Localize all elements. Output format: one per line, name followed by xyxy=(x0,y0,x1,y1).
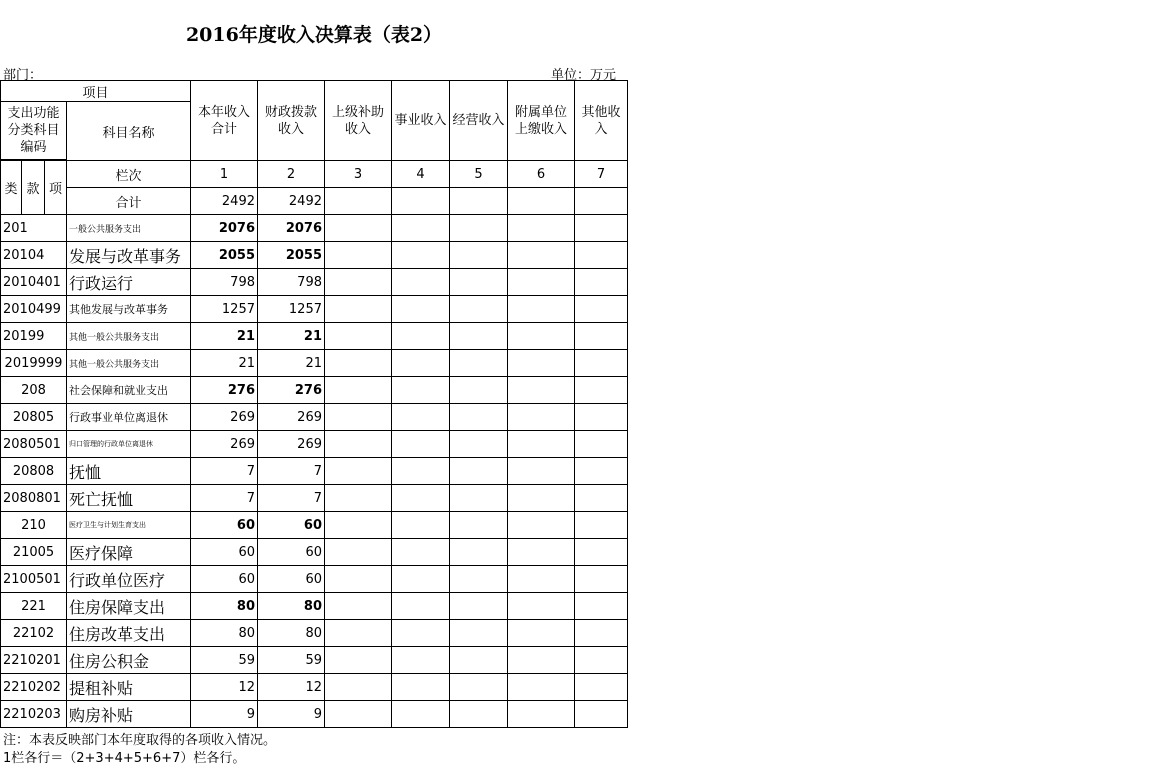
row-c1: 80 xyxy=(191,620,258,647)
col-number-5: 5 xyxy=(450,161,508,188)
row-c1: 2055 xyxy=(191,242,258,269)
empty-cell xyxy=(392,593,450,620)
row-c1: 269 xyxy=(191,431,258,458)
row-code: 2080501 xyxy=(1,431,67,458)
row-c2: 7 xyxy=(258,485,325,512)
empty-cell xyxy=(450,215,508,242)
row-c1: 60 xyxy=(191,539,258,566)
empty-cell xyxy=(450,674,508,701)
empty-cell xyxy=(575,296,628,323)
row-c1: 269 xyxy=(191,404,258,431)
empty-cell xyxy=(392,269,450,296)
row-c1: 7 xyxy=(191,485,258,512)
row-c2: 21 xyxy=(258,323,325,350)
row-code: 208 xyxy=(1,377,67,404)
empty-cell xyxy=(325,647,392,674)
col-number-3: 3 xyxy=(325,161,392,188)
table-row xyxy=(1,485,628,512)
row-name: 医疗卫生与计划生育支出 xyxy=(67,512,191,539)
name-header: 科目名称 xyxy=(67,102,191,161)
row-code: 2210202 xyxy=(1,674,67,701)
empty-cell xyxy=(508,512,575,539)
col-header-7: 其他收入 xyxy=(575,81,628,161)
table-row xyxy=(1,431,628,458)
empty-cell xyxy=(392,512,450,539)
xiang-header: 项 xyxy=(45,161,67,215)
empty-cell xyxy=(575,215,628,242)
row-c1: 2076 xyxy=(191,215,258,242)
row-c2: 7 xyxy=(258,458,325,485)
note-line-1: 注：本表反映部门本年度取得的各项收入情况。 xyxy=(3,733,277,748)
empty-cell xyxy=(575,701,628,728)
col-header-6: 附属单位上缴收入 xyxy=(508,81,575,161)
empty-cell xyxy=(450,404,508,431)
empty-cell xyxy=(325,512,392,539)
row-name: 其他一般公共服务支出 xyxy=(67,323,191,350)
empty-cell xyxy=(575,674,628,701)
empty-cell xyxy=(508,404,575,431)
empty-cell xyxy=(508,485,575,512)
empty-cell xyxy=(325,215,392,242)
empty-cell xyxy=(508,431,575,458)
row-c1: 9 xyxy=(191,701,258,728)
income-table xyxy=(0,80,628,728)
empty-cell xyxy=(325,485,392,512)
table-row xyxy=(1,458,628,485)
table-row xyxy=(1,404,628,431)
empty-cell xyxy=(450,701,508,728)
empty-cell xyxy=(325,350,392,377)
col-header-3: 上级补助收入 xyxy=(325,81,392,161)
row-code: 20199 xyxy=(1,323,67,350)
col-number-2: 2 xyxy=(258,161,325,188)
row-c1: 60 xyxy=(191,566,258,593)
table-row xyxy=(1,701,628,728)
row-c1: 60 xyxy=(191,512,258,539)
empty-cell xyxy=(392,458,450,485)
table-row xyxy=(1,620,628,647)
empty-cell xyxy=(575,269,628,296)
empty-cell xyxy=(392,377,450,404)
row-c1: 1257 xyxy=(191,296,258,323)
empty-cell xyxy=(392,485,450,512)
row-name: 其他一般公共服务支出 xyxy=(67,350,191,377)
empty-cell xyxy=(575,566,628,593)
row-c2: 21 xyxy=(258,350,325,377)
row-c1: 21 xyxy=(191,350,258,377)
empty-cell xyxy=(392,296,450,323)
empty-cell xyxy=(392,674,450,701)
empty-cell xyxy=(508,539,575,566)
empty-cell xyxy=(508,296,575,323)
empty-cell xyxy=(392,539,450,566)
row-c1: 59 xyxy=(191,647,258,674)
col-header-1: 本年收入合计 xyxy=(191,81,258,161)
row-name: 行政运行 xyxy=(67,269,191,296)
empty-cell xyxy=(325,296,392,323)
row-code: 2210201 xyxy=(1,647,67,674)
table-row xyxy=(1,323,628,350)
item-header: 项目 xyxy=(1,81,191,102)
table-row xyxy=(1,215,628,242)
row-code: 2100501 xyxy=(1,566,67,593)
empty-cell xyxy=(325,269,392,296)
table-row xyxy=(1,377,628,404)
empty-cell xyxy=(508,269,575,296)
col-number-1: 1 xyxy=(191,161,258,188)
row-c2: 60 xyxy=(258,539,325,566)
row-code: 20104 xyxy=(1,242,67,269)
row-name: 抚恤 xyxy=(67,458,191,485)
empty-cell xyxy=(508,701,575,728)
row-c2: 2076 xyxy=(258,215,325,242)
empty-cell xyxy=(392,323,450,350)
empty-cell xyxy=(450,620,508,647)
empty-cell xyxy=(508,377,575,404)
table-row xyxy=(1,539,628,566)
empty-cell xyxy=(450,566,508,593)
row-c2: 80 xyxy=(258,593,325,620)
empty-cell xyxy=(575,431,628,458)
row-c2: 80 xyxy=(258,620,325,647)
empty-cell xyxy=(392,566,450,593)
lei-header: 类 xyxy=(1,161,22,215)
row-c2: 276 xyxy=(258,377,325,404)
empty-cell xyxy=(450,242,508,269)
empty-cell xyxy=(575,620,628,647)
empty-cell xyxy=(450,377,508,404)
empty-cell xyxy=(450,323,508,350)
table-row xyxy=(1,350,628,377)
empty-cell xyxy=(508,620,575,647)
table-row xyxy=(1,269,628,296)
empty-cell xyxy=(508,350,575,377)
empty-cell xyxy=(325,620,392,647)
row-code: 2010499 xyxy=(1,296,67,323)
row-code: 21005 xyxy=(1,539,67,566)
col-number-4: 4 xyxy=(392,161,450,188)
empty-cell xyxy=(508,215,575,242)
row-name: 一般公共服务支出 xyxy=(67,215,191,242)
row-code: 221 xyxy=(1,593,67,620)
table-body xyxy=(1,215,628,728)
empty-cell xyxy=(575,242,628,269)
row-c1: 80 xyxy=(191,593,258,620)
empty-cell xyxy=(450,296,508,323)
row-c2: 269 xyxy=(258,431,325,458)
empty-cell xyxy=(575,485,628,512)
row-c2: 269 xyxy=(258,404,325,431)
row-c2: 1257 xyxy=(258,296,325,323)
table-row xyxy=(1,242,628,269)
row-name: 归口管理的行政单位离退休 xyxy=(67,431,191,458)
empty-cell xyxy=(575,323,628,350)
row-code: 2010401 xyxy=(1,269,67,296)
empty-cell xyxy=(575,593,628,620)
department-label: 部门： xyxy=(3,68,43,83)
col-number-6: 6 xyxy=(508,161,575,188)
empty-cell xyxy=(392,647,450,674)
empty-cell xyxy=(450,458,508,485)
empty-cell xyxy=(508,566,575,593)
row-c1: 12 xyxy=(191,674,258,701)
row-name: 行政单位医疗 xyxy=(67,566,191,593)
empty-cell xyxy=(392,620,450,647)
empty-cell xyxy=(325,566,392,593)
empty-cell xyxy=(392,215,450,242)
row-c2: 9 xyxy=(258,701,325,728)
table-row xyxy=(1,593,628,620)
note-line-2: 1栏各行＝（2+3+4+5+6+7）栏各行。 xyxy=(3,751,246,766)
empty-cell xyxy=(450,431,508,458)
row-c1: 21 xyxy=(191,323,258,350)
empty-cell xyxy=(325,593,392,620)
table-row xyxy=(1,674,628,701)
row-code: 2080801 xyxy=(1,485,67,512)
row-name: 住房改革支出 xyxy=(67,620,191,647)
empty-cell xyxy=(575,350,628,377)
col-number-7: 7 xyxy=(575,161,628,188)
empty-cell xyxy=(392,242,450,269)
empty-cell xyxy=(450,593,508,620)
empty-cell xyxy=(325,377,392,404)
empty-cell xyxy=(450,269,508,296)
empty-cell xyxy=(575,647,628,674)
empty-cell xyxy=(508,458,575,485)
empty-cell xyxy=(508,647,575,674)
empty-cell xyxy=(392,350,450,377)
empty-cell xyxy=(325,539,392,566)
table-row xyxy=(1,512,628,539)
empty-cell xyxy=(450,485,508,512)
row-name: 社会保障和就业支出 xyxy=(67,377,191,404)
unit-label: 单位：万元 xyxy=(551,68,617,83)
row-code: 2019999 xyxy=(1,350,67,377)
empty-cell xyxy=(450,512,508,539)
total-c1: 2492 xyxy=(191,188,258,215)
empty-cell xyxy=(508,242,575,269)
row-c2: 60 xyxy=(258,566,325,593)
row-name: 发展与改革事务 xyxy=(67,242,191,269)
row-c2: 12 xyxy=(258,674,325,701)
empty-cell xyxy=(392,404,450,431)
row-c2: 798 xyxy=(258,269,325,296)
row-code: 20808 xyxy=(1,458,67,485)
empty-cell xyxy=(325,701,392,728)
col-header-5: 经营收入 xyxy=(450,81,508,161)
row-name: 住房保障支出 xyxy=(67,593,191,620)
empty-cell xyxy=(325,458,392,485)
row-c2: 59 xyxy=(258,647,325,674)
table-row xyxy=(1,647,628,674)
row-name: 住房公积金 xyxy=(67,647,191,674)
total-c2: 2492 xyxy=(258,188,325,215)
empty-cell xyxy=(325,242,392,269)
row-name: 行政事业单位离退休 xyxy=(67,404,191,431)
empty-cell xyxy=(392,701,450,728)
row-code: 201 xyxy=(1,215,67,242)
empty-cell xyxy=(450,647,508,674)
empty-cell xyxy=(450,350,508,377)
row-c1: 276 xyxy=(191,377,258,404)
empty-cell xyxy=(575,512,628,539)
row-c1: 7 xyxy=(191,458,258,485)
table-row xyxy=(1,296,628,323)
empty-cell xyxy=(450,539,508,566)
row-code: 2210203 xyxy=(1,701,67,728)
empty-cell xyxy=(325,323,392,350)
code-header: 支出功能分类科目编码 xyxy=(1,102,67,160)
empty-cell xyxy=(575,377,628,404)
row-name: 医疗保障 xyxy=(67,539,191,566)
page-title: 2016年度收入决算表（表2） xyxy=(185,24,443,46)
row-c1: 798 xyxy=(191,269,258,296)
row-c2: 2055 xyxy=(258,242,325,269)
col-header-2: 财政拨款收入 xyxy=(258,81,325,161)
empty-cell xyxy=(575,539,628,566)
row-code: 210 xyxy=(1,512,67,539)
empty-cell xyxy=(508,593,575,620)
empty-cell xyxy=(575,458,628,485)
kuan-header: 款 xyxy=(22,161,45,215)
row-c2: 60 xyxy=(258,512,325,539)
col-header-4: 事业收入 xyxy=(392,81,450,161)
empty-cell xyxy=(325,674,392,701)
empty-cell xyxy=(508,674,575,701)
empty-cell xyxy=(508,323,575,350)
empty-cell xyxy=(575,404,628,431)
table-row xyxy=(1,566,628,593)
row-name: 死亡抚恤 xyxy=(67,485,191,512)
row-code: 20805 xyxy=(1,404,67,431)
total-label: 合计 xyxy=(67,188,191,215)
row-name: 提租补贴 xyxy=(67,674,191,701)
empty-cell xyxy=(325,431,392,458)
empty-cell xyxy=(392,431,450,458)
row-code: 22102 xyxy=(1,620,67,647)
empty-cell xyxy=(325,404,392,431)
lanci-label: 栏次 xyxy=(67,161,191,188)
row-name: 其他发展与改革事务 xyxy=(67,296,191,323)
row-name: 购房补贴 xyxy=(67,701,191,728)
